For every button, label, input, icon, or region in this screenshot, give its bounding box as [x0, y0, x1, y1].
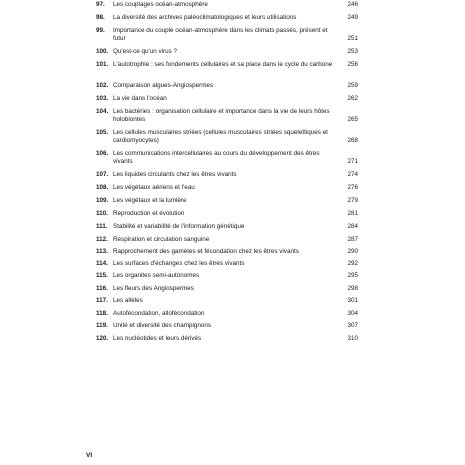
toc-entry-title: Respiration et circulation sanguine	[113, 236, 210, 243]
toc-entry-number: 105.	[96, 129, 109, 136]
toc-entry	[96, 1, 358, 9]
toc-entry-title: Les fleurs des Angiospermes	[113, 285, 194, 292]
toc-entry-number: 107.	[96, 171, 109, 178]
toc-entry-title: Les allèles	[113, 297, 143, 304]
toc-entry-number: 113.	[96, 248, 108, 255]
toc-entry-number: 97.	[96, 1, 105, 8]
toc-entry-number: 119.	[96, 322, 108, 329]
toc-entry	[96, 236, 358, 244]
toc-entry-page: 310	[347, 335, 358, 342]
toc-entry-page: 279	[347, 197, 358, 204]
toc-entry-page: 246	[347, 1, 358, 8]
toc-entry-number: 98.	[96, 14, 105, 21]
toc-entry	[96, 197, 358, 205]
toc-entry-title: Les nucléotides et leurs dérivés	[113, 335, 202, 342]
toc-entry-number: 116.	[96, 285, 108, 292]
toc-entry	[96, 260, 358, 268]
toc-entry-title: Les liquides circulants chez les êtres vivants	[113, 171, 237, 178]
toc-entry	[96, 210, 358, 218]
toc-entry-title: L'autotrophie : ses fondements cellulaires et sa place dans le cycle du carbone	[113, 61, 333, 68]
toc-entry-page: 290	[347, 248, 358, 255]
toc-entry-page: 281	[347, 210, 358, 217]
toc-entry-page: 265	[347, 115, 358, 123]
toc-entry	[96, 150, 358, 165]
toc-entry-title: La vie dans l'océan	[113, 95, 167, 102]
toc-entry-title: Les couplages océan-atmosphère	[113, 1, 208, 8]
toc-entry-title: Importance du couple océan-atmosphère dans les climats passés, présent et futur	[113, 27, 328, 42]
toc-entry	[96, 27, 358, 42]
toc-entry-title: Les végétaux aériens et l'eau	[113, 184, 195, 191]
toc-entry	[96, 95, 358, 103]
toc-entry-page: 307	[347, 322, 358, 329]
toc-entry-title: Les cellules musculaires striées (cellules musculaires striées squelettiques et cardiomyocytes)	[113, 129, 328, 144]
toc-entry-title: Les végétaux et la lumière	[113, 197, 187, 204]
toc-entry-page: 287	[347, 236, 358, 243]
toc-entry	[96, 285, 358, 293]
toc-entry-page: 262	[347, 95, 358, 102]
toc-entry-number: 103.	[96, 95, 109, 102]
toc-entry-page: 295	[347, 272, 358, 279]
toc-entry-page: 304	[347, 310, 358, 317]
toc-entry-page: 274	[347, 171, 358, 178]
toc-entry-title: Unité et diversité des champignons	[113, 322, 212, 329]
toc-entry-number: 120.	[96, 335, 109, 342]
toc-entry-title: Les organites semi-autonomes	[113, 272, 200, 279]
toc-entry-title: Les surfaces d'échanges chez les êtres vivants	[113, 260, 245, 267]
toc-entry-number: 101.	[96, 61, 109, 68]
toc-entry-page: 259	[347, 82, 358, 89]
toc-entry-title: La diversité des archives paléoclimatologiques et leurs utilisations	[113, 14, 297, 21]
toc-entry-page: 256	[347, 61, 358, 68]
toc-entry-number: 106.	[96, 150, 109, 157]
toc-entry-number: 111.	[96, 223, 108, 230]
toc-entry-title: Reproduction et évolution	[113, 210, 185, 217]
toc-entry-title: Les bactéries : organisation cellulaire et importance dans la vie de leurs hôtes holobiontes	[113, 108, 330, 123]
toc-entry-page: 251	[347, 34, 358, 42]
toc-entry	[96, 223, 358, 231]
toc-entry-page: 298	[347, 285, 358, 292]
toc-entry-title: Stabilité et variabilité de l'information génétique	[113, 223, 245, 230]
toc-entry	[96, 108, 358, 123]
toc-entry	[96, 171, 358, 179]
toc-entry-page: 271	[347, 157, 358, 165]
toc-entry-page: 284	[347, 223, 358, 230]
toc-entry-number: 118.	[96, 310, 108, 317]
toc-entry	[96, 310, 358, 318]
toc-entry-page: 249	[347, 14, 358, 21]
toc-entry	[96, 272, 358, 280]
toc-entry	[96, 322, 358, 330]
toc-entry-number: 110.	[96, 210, 108, 217]
toc-entry-page: 301	[347, 297, 358, 304]
toc-entry-number: 102.	[96, 82, 109, 89]
toc-entry-number: 109.	[96, 197, 109, 204]
toc-entry	[96, 14, 358, 22]
toc-entry	[96, 61, 358, 69]
toc-entry-title: Qu'est-ce qu'un virus ?	[113, 48, 178, 55]
toc-entry-title: Comparaison algues-Angiospermes	[113, 82, 214, 89]
toc-entry-title: Rapprochement des gamètes et fécondation chez les êtres vivants	[113, 248, 299, 255]
toc-entry-number: 108.	[96, 184, 109, 191]
toc-entry-page: 268	[347, 136, 358, 144]
toc-entry-number: 114.	[96, 260, 108, 267]
toc-entry-page: 276	[347, 184, 358, 191]
toc-entry	[96, 82, 358, 90]
page-number-folio: VI	[86, 452, 93, 459]
toc-entry	[96, 184, 358, 192]
toc-entry-number: 104.	[96, 108, 109, 115]
toc-entry-title: Les communications intercellulaires au cours du développement des êtres vivants	[113, 150, 320, 165]
toc-entry	[96, 48, 358, 56]
toc-entry-number: 100.	[96, 48, 109, 55]
toc-entry-number: 112.	[96, 236, 108, 243]
toc-entry	[96, 129, 358, 144]
toc-entry-title: Autofécondation, allofécondation	[113, 310, 205, 317]
toc-entry-number: 117.	[96, 297, 108, 304]
toc-entry-page: 253	[347, 48, 358, 55]
toc-entry	[96, 335, 358, 343]
toc-entry	[96, 248, 358, 256]
toc-entry-number: 99.	[96, 27, 105, 34]
toc-entry	[96, 297, 358, 305]
toc-entry-number: 115.	[96, 272, 108, 279]
toc-entry-page: 292	[347, 260, 358, 267]
